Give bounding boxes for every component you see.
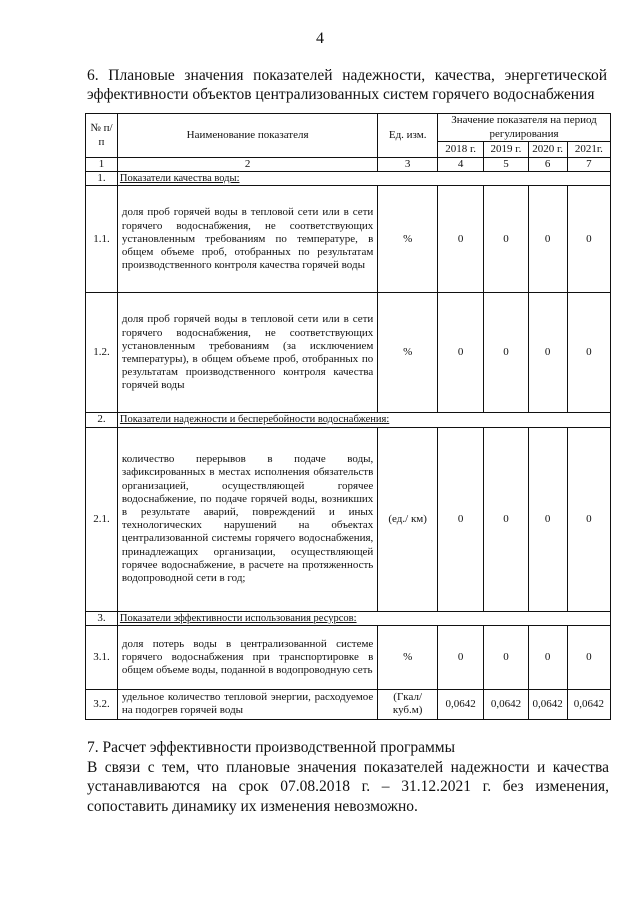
row-number: 1.2. <box>86 293 118 413</box>
efficiency-section <box>87 738 609 816</box>
row-number: 2.1. <box>86 427 118 611</box>
header-period: Значение показателя на период регулирования <box>438 114 611 142</box>
section-number: 2. <box>86 413 118 427</box>
header-year: 2020 г. <box>528 142 567 158</box>
value-2018: 0,0642 <box>438 689 484 719</box>
value-2020: 0 <box>528 625 567 689</box>
value-2018: 0 <box>438 427 484 611</box>
column-number: 2 <box>117 158 377 172</box>
column-number: 6 <box>528 158 567 172</box>
indicator-unit: % <box>378 625 438 689</box>
value-2021: 0,0642 <box>567 689 610 719</box>
section-heading <box>87 66 607 104</box>
value-2021: 0 <box>567 293 610 413</box>
value-2020: 0 <box>528 186 567 293</box>
value-2019: 0 <box>484 293 528 413</box>
section-number: 3. <box>86 611 118 625</box>
table-row <box>86 689 611 719</box>
section-title: Показатели надежности и бесперебойности водоснабжения: <box>117 413 610 427</box>
column-number: 4 <box>438 158 484 172</box>
value-2018: 0 <box>438 186 484 293</box>
value-2021: 0 <box>567 625 610 689</box>
indicator-name: доля проб горячей воды в тепловой сети или в сети горячего водоснабжения, не соответствующих установленным требованиям по температуре, в общем объеме проб, отобранных по результатам производственного контроля качества горячей воды <box>117 186 377 293</box>
value-2019: 0 <box>484 186 528 293</box>
indicator-unit: (Гкал/ куб.м) <box>378 689 438 719</box>
header-num: № п/п <box>86 114 118 158</box>
section-row <box>86 611 611 625</box>
value-2018: 0 <box>438 625 484 689</box>
table-row <box>86 293 611 413</box>
value-2020: 0,0642 <box>528 689 567 719</box>
value-2019: 0,0642 <box>484 689 528 719</box>
header-year: 2021г. <box>567 142 610 158</box>
column-number: 1 <box>86 158 118 172</box>
section-number: 1. <box>86 172 118 186</box>
table-row <box>86 427 611 611</box>
efficiency-text: В связи с тем, что плановые значения показателей надежности и качества устанавливаются на срок 07.08.2018 г. – 31.12.2021 г. без изменения, сопоставить динамику их изменения невозможно. <box>87 758 609 815</box>
section-row <box>86 172 611 186</box>
column-number: 5 <box>484 158 528 172</box>
header-name: Наименование показателя <box>117 114 377 158</box>
heading-line-2: эффективности объектов централизованных систем горячего водоснабжения <box>87 86 595 103</box>
column-number: 3 <box>378 158 438 172</box>
table-row <box>86 625 611 689</box>
section-title: Показатели качества воды: <box>117 172 610 186</box>
header-unit: Ед. изм. <box>378 114 438 158</box>
section-title: Показатели эффективности использования ресурсов: <box>117 611 610 625</box>
header-year: 2018 г. <box>438 142 484 158</box>
efficiency-title: 7. Расчет эффективности производственной программы <box>87 739 455 756</box>
heading-line-1: 6. Плановые значения показателей надежности, качества, энергетической <box>87 67 607 84</box>
section-row <box>86 413 611 427</box>
page-number: 4 <box>316 30 324 47</box>
row-number: 3.1. <box>86 625 118 689</box>
value-2021: 0 <box>567 186 610 293</box>
value-2018: 0 <box>438 293 484 413</box>
indicator-name: удельное количество тепловой энергии, расходуемое на подогрев горячей воды <box>117 689 377 719</box>
indicator-name: количество перерывов в подаче воды, зафиксированных в местах исполнения обязательств организацией, осуществляющей горячее водоснабжение, по подаче горячей воды, возникших в результате аварий, повреждений и иных технологических нарушений на объектах централизованной системы горячего водоснабжения, принадлежащих организации, осуществляющей горячее водоснабжение, в расчете на протяженность водопроводной сети в год; <box>117 427 377 611</box>
value-2019: 0 <box>484 427 528 611</box>
value-2019: 0 <box>484 625 528 689</box>
value-2020: 0 <box>528 293 567 413</box>
header-year: 2019 г. <box>484 142 528 158</box>
indicator-unit: % <box>378 186 438 293</box>
row-number: 1.1. <box>86 186 118 293</box>
indicator-unit: (ед./ км) <box>378 427 438 611</box>
value-2021: 0 <box>567 427 610 611</box>
value-2020: 0 <box>528 427 567 611</box>
table-row <box>86 186 611 293</box>
indicator-name: доля потерь воды в централизованной системе горячего водоснабжения при транспортировке в общем объеме воды, поданной в водопроводную сеть <box>117 625 377 689</box>
indicators-table <box>85 113 611 720</box>
row-number: 3.2. <box>86 689 118 719</box>
indicator-name: доля проб горячей воды в тепловой сети или в сети горячего водоснабжения, не соответствующих установленным требованиям (за исключением температуры), в общем объеме проб, отобранных по результатам производственного контроля качества горячей воды <box>117 293 377 413</box>
column-numbers-row <box>86 158 611 172</box>
indicator-unit: % <box>378 293 438 413</box>
column-number: 7 <box>567 158 610 172</box>
